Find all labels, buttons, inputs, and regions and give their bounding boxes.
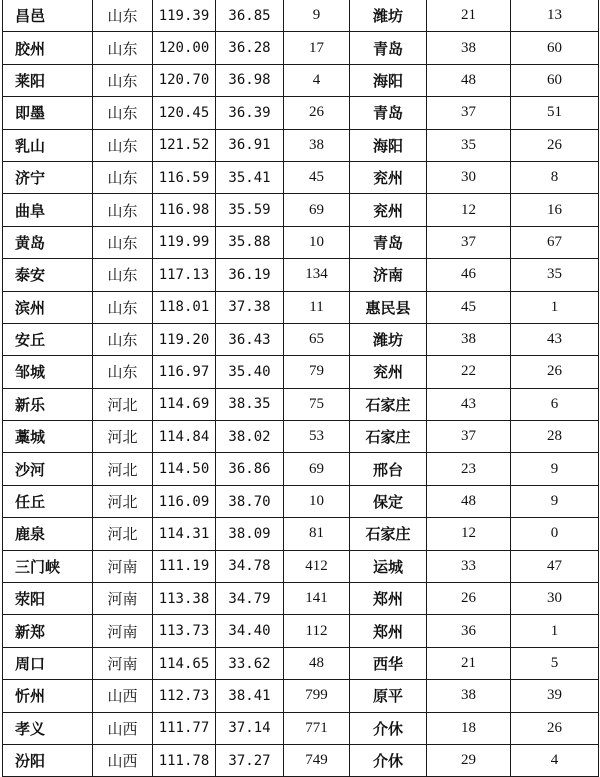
value-b-cell: 43: [511, 323, 599, 355]
value-b-cell: 26: [511, 129, 599, 161]
province-cell: 山西: [93, 712, 153, 744]
value-a-cell: 30: [427, 161, 511, 193]
latitude-cell: 36.91: [216, 129, 284, 161]
table-row: [3, 0, 599, 32]
value-a-cell: 37: [427, 97, 511, 129]
value-b-cell: 60: [511, 32, 599, 64]
value-a-cell: 12: [427, 518, 511, 550]
city-cell: 济宁: [3, 161, 93, 193]
value-a-cell: 45: [427, 291, 511, 323]
value-a-cell: 35: [427, 129, 511, 161]
province-cell: 山东: [93, 291, 153, 323]
province-cell: 河北: [93, 485, 153, 517]
value-b-cell: 28: [511, 421, 599, 453]
reference-station-cell: 青岛: [350, 97, 427, 129]
table-row: [3, 64, 599, 96]
value-a-cell: 38: [427, 32, 511, 64]
elevation-cell: 53: [284, 421, 350, 453]
value-b-cell: 1: [511, 615, 599, 647]
elevation-cell: 79: [284, 356, 350, 388]
elevation-cell: 412: [284, 550, 350, 582]
city-cell: 昌邑: [3, 0, 93, 32]
province-cell: 河南: [93, 583, 153, 615]
reference-station-cell: 原平: [350, 680, 427, 712]
table-row: [3, 712, 599, 744]
longitude-cell: 119.20: [153, 323, 216, 355]
longitude-cell: 111.78: [153, 744, 216, 776]
longitude-cell: 111.19: [153, 550, 216, 582]
value-a-cell: 26: [427, 583, 511, 615]
province-cell: 河南: [93, 550, 153, 582]
reference-station-cell: 潍坊: [350, 323, 427, 355]
reference-station-cell: 郑州: [350, 583, 427, 615]
value-a-cell: 38: [427, 323, 511, 355]
province-cell: 山东: [93, 259, 153, 291]
value-b-cell: 60: [511, 64, 599, 96]
province-cell: 山东: [93, 32, 153, 64]
city-cell: 新郑: [3, 615, 93, 647]
value-a-cell: 36: [427, 615, 511, 647]
value-a-cell: 12: [427, 194, 511, 226]
longitude-cell: 119.39: [153, 0, 216, 32]
value-a-cell: 43: [427, 388, 511, 420]
latitude-cell: 36.39: [216, 97, 284, 129]
latitude-cell: 36.98: [216, 64, 284, 96]
latitude-cell: 35.59: [216, 194, 284, 226]
table-row: [3, 421, 599, 453]
elevation-cell: 69: [284, 453, 350, 485]
elevation-cell: 65: [284, 323, 350, 355]
city-cell: 藁城: [3, 421, 93, 453]
city-cell: 黄岛: [3, 226, 93, 258]
value-a-cell: 38: [427, 680, 511, 712]
table-row: [3, 32, 599, 64]
table-row: [3, 226, 599, 258]
elevation-cell: 771: [284, 712, 350, 744]
table-row: [3, 744, 599, 776]
province-cell: 河南: [93, 615, 153, 647]
city-cell: 鹿泉: [3, 518, 93, 550]
table-row: [3, 129, 599, 161]
value-a-cell: 37: [427, 421, 511, 453]
province-cell: 山东: [93, 226, 153, 258]
reference-station-cell: 石家庄: [350, 388, 427, 420]
latitude-cell: 36.85: [216, 0, 284, 32]
value-b-cell: 4: [511, 744, 599, 776]
province-cell: 河北: [93, 518, 153, 550]
table-row: [3, 323, 599, 355]
longitude-cell: 120.45: [153, 97, 216, 129]
city-cell: 即墨: [3, 97, 93, 129]
city-cell: 新乐: [3, 388, 93, 420]
latitude-cell: 35.88: [216, 226, 284, 258]
longitude-cell: 116.59: [153, 161, 216, 193]
latitude-cell: 35.40: [216, 356, 284, 388]
latitude-cell: 36.43: [216, 323, 284, 355]
city-cell: 安丘: [3, 323, 93, 355]
latitude-cell: 36.28: [216, 32, 284, 64]
reference-station-cell: 海阳: [350, 129, 427, 161]
table-row: [3, 259, 599, 291]
reference-station-cell: 青岛: [350, 226, 427, 258]
value-b-cell: 30: [511, 583, 599, 615]
table-row: [3, 356, 599, 388]
reference-station-cell: 兖州: [350, 194, 427, 226]
elevation-cell: 69: [284, 194, 350, 226]
value-a-cell: 21: [427, 0, 511, 32]
reference-station-cell: 西华: [350, 647, 427, 679]
value-a-cell: 48: [427, 485, 511, 517]
elevation-cell: 38: [284, 129, 350, 161]
reference-station-cell: 青岛: [350, 32, 427, 64]
value-b-cell: 6: [511, 388, 599, 420]
reference-station-cell: 惠民县: [350, 291, 427, 323]
table-body: [3, 0, 599, 777]
longitude-cell: 113.73: [153, 615, 216, 647]
city-cell: 乳山: [3, 129, 93, 161]
elevation-cell: 17: [284, 32, 350, 64]
value-b-cell: 8: [511, 161, 599, 193]
city-cell: 孝义: [3, 712, 93, 744]
longitude-cell: 114.84: [153, 421, 216, 453]
reference-station-cell: 郑州: [350, 615, 427, 647]
elevation-cell: 134: [284, 259, 350, 291]
reference-station-cell: 兖州: [350, 161, 427, 193]
city-cell: 三门峡: [3, 550, 93, 582]
city-cell: 曲阜: [3, 194, 93, 226]
longitude-cell: 113.38: [153, 583, 216, 615]
reference-station-cell: 运城: [350, 550, 427, 582]
longitude-cell: 120.00: [153, 32, 216, 64]
reference-station-cell: 石家庄: [350, 518, 427, 550]
value-a-cell: 21: [427, 647, 511, 679]
latitude-cell: 38.70: [216, 485, 284, 517]
value-a-cell: 37: [427, 226, 511, 258]
value-a-cell: 23: [427, 453, 511, 485]
value-b-cell: 1: [511, 291, 599, 323]
table-row: [3, 550, 599, 582]
reference-station-cell: 济南: [350, 259, 427, 291]
province-cell: 河北: [93, 421, 153, 453]
reference-station-cell: 海阳: [350, 64, 427, 96]
latitude-cell: 34.78: [216, 550, 284, 582]
longitude-cell: 120.70: [153, 64, 216, 96]
province-cell: 山西: [93, 680, 153, 712]
longitude-cell: 114.31: [153, 518, 216, 550]
elevation-cell: 45: [284, 161, 350, 193]
value-b-cell: 13: [511, 0, 599, 32]
latitude-cell: 38.09: [216, 518, 284, 550]
province-cell: 山东: [93, 161, 153, 193]
value-b-cell: 16: [511, 194, 599, 226]
longitude-cell: 116.98: [153, 194, 216, 226]
longitude-cell: 117.13: [153, 259, 216, 291]
table-row: [3, 518, 599, 550]
table-row: [3, 647, 599, 679]
table-row: [3, 680, 599, 712]
city-cell: 滨州: [3, 291, 93, 323]
value-b-cell: 9: [511, 485, 599, 517]
latitude-cell: 37.27: [216, 744, 284, 776]
latitude-cell: 38.41: [216, 680, 284, 712]
latitude-cell: 33.62: [216, 647, 284, 679]
value-a-cell: 22: [427, 356, 511, 388]
longitude-cell: 116.97: [153, 356, 216, 388]
longitude-cell: 114.69: [153, 388, 216, 420]
value-b-cell: 0: [511, 518, 599, 550]
city-cell: 泰安: [3, 259, 93, 291]
city-data-table: [2, 0, 599, 777]
city-cell: 忻州: [3, 680, 93, 712]
value-a-cell: 29: [427, 744, 511, 776]
elevation-cell: 4: [284, 64, 350, 96]
table-row: [3, 485, 599, 517]
reference-station-cell: 介休: [350, 744, 427, 776]
province-cell: 河南: [93, 647, 153, 679]
city-cell: 沙河: [3, 453, 93, 485]
province-cell: 山东: [93, 64, 153, 96]
latitude-cell: 37.38: [216, 291, 284, 323]
value-a-cell: 48: [427, 64, 511, 96]
elevation-cell: 48: [284, 647, 350, 679]
elevation-cell: 26: [284, 97, 350, 129]
elevation-cell: 75: [284, 388, 350, 420]
table-row: [3, 583, 599, 615]
value-a-cell: 46: [427, 259, 511, 291]
elevation-cell: 9: [284, 0, 350, 32]
province-cell: 山西: [93, 744, 153, 776]
elevation-cell: 81: [284, 518, 350, 550]
province-cell: 山东: [93, 97, 153, 129]
city-cell: 邹城: [3, 356, 93, 388]
elevation-cell: 10: [284, 485, 350, 517]
province-cell: 山东: [93, 129, 153, 161]
latitude-cell: 38.02: [216, 421, 284, 453]
table-row: [3, 615, 599, 647]
latitude-cell: 34.40: [216, 615, 284, 647]
province-cell: 山东: [93, 0, 153, 32]
table-row: [3, 291, 599, 323]
value-b-cell: 51: [511, 97, 599, 129]
latitude-cell: 37.14: [216, 712, 284, 744]
city-cell: 周口: [3, 647, 93, 679]
elevation-cell: 11: [284, 291, 350, 323]
longitude-cell: 116.09: [153, 485, 216, 517]
province-cell: 山东: [93, 323, 153, 355]
value-b-cell: 26: [511, 712, 599, 744]
reference-station-cell: 石家庄: [350, 421, 427, 453]
table-row: [3, 97, 599, 129]
value-b-cell: 5: [511, 647, 599, 679]
value-b-cell: 67: [511, 226, 599, 258]
value-b-cell: 26: [511, 356, 599, 388]
elevation-cell: 141: [284, 583, 350, 615]
province-cell: 山东: [93, 194, 153, 226]
table-row: [3, 194, 599, 226]
longitude-cell: 114.65: [153, 647, 216, 679]
longitude-cell: 114.50: [153, 453, 216, 485]
city-cell: 莱阳: [3, 64, 93, 96]
latitude-cell: 38.35: [216, 388, 284, 420]
reference-station-cell: 保定: [350, 485, 427, 517]
elevation-cell: 799: [284, 680, 350, 712]
reference-station-cell: 兖州: [350, 356, 427, 388]
table-row: [3, 453, 599, 485]
latitude-cell: 36.19: [216, 259, 284, 291]
table-row: [3, 161, 599, 193]
value-b-cell: 39: [511, 680, 599, 712]
latitude-cell: 35.41: [216, 161, 284, 193]
reference-station-cell: 介休: [350, 712, 427, 744]
value-a-cell: 33: [427, 550, 511, 582]
longitude-cell: 111.77: [153, 712, 216, 744]
reference-station-cell: 潍坊: [350, 0, 427, 32]
city-cell: 荥阳: [3, 583, 93, 615]
longitude-cell: 112.73: [153, 680, 216, 712]
elevation-cell: 10: [284, 226, 350, 258]
province-cell: 河北: [93, 453, 153, 485]
reference-station-cell: 邢台: [350, 453, 427, 485]
longitude-cell: 118.01: [153, 291, 216, 323]
city-cell: 胶州: [3, 32, 93, 64]
longitude-cell: 121.52: [153, 129, 216, 161]
value-b-cell: 35: [511, 259, 599, 291]
latitude-cell: 34.79: [216, 583, 284, 615]
latitude-cell: 36.86: [216, 453, 284, 485]
value-b-cell: 9: [511, 453, 599, 485]
value-b-cell: 47: [511, 550, 599, 582]
province-cell: 山东: [93, 356, 153, 388]
city-cell: 任丘: [3, 485, 93, 517]
elevation-cell: 112: [284, 615, 350, 647]
province-cell: 河北: [93, 388, 153, 420]
longitude-cell: 119.99: [153, 226, 216, 258]
city-cell: 汾阳: [3, 744, 93, 776]
table-row: [3, 388, 599, 420]
elevation-cell: 749: [284, 744, 350, 776]
value-a-cell: 18: [427, 712, 511, 744]
